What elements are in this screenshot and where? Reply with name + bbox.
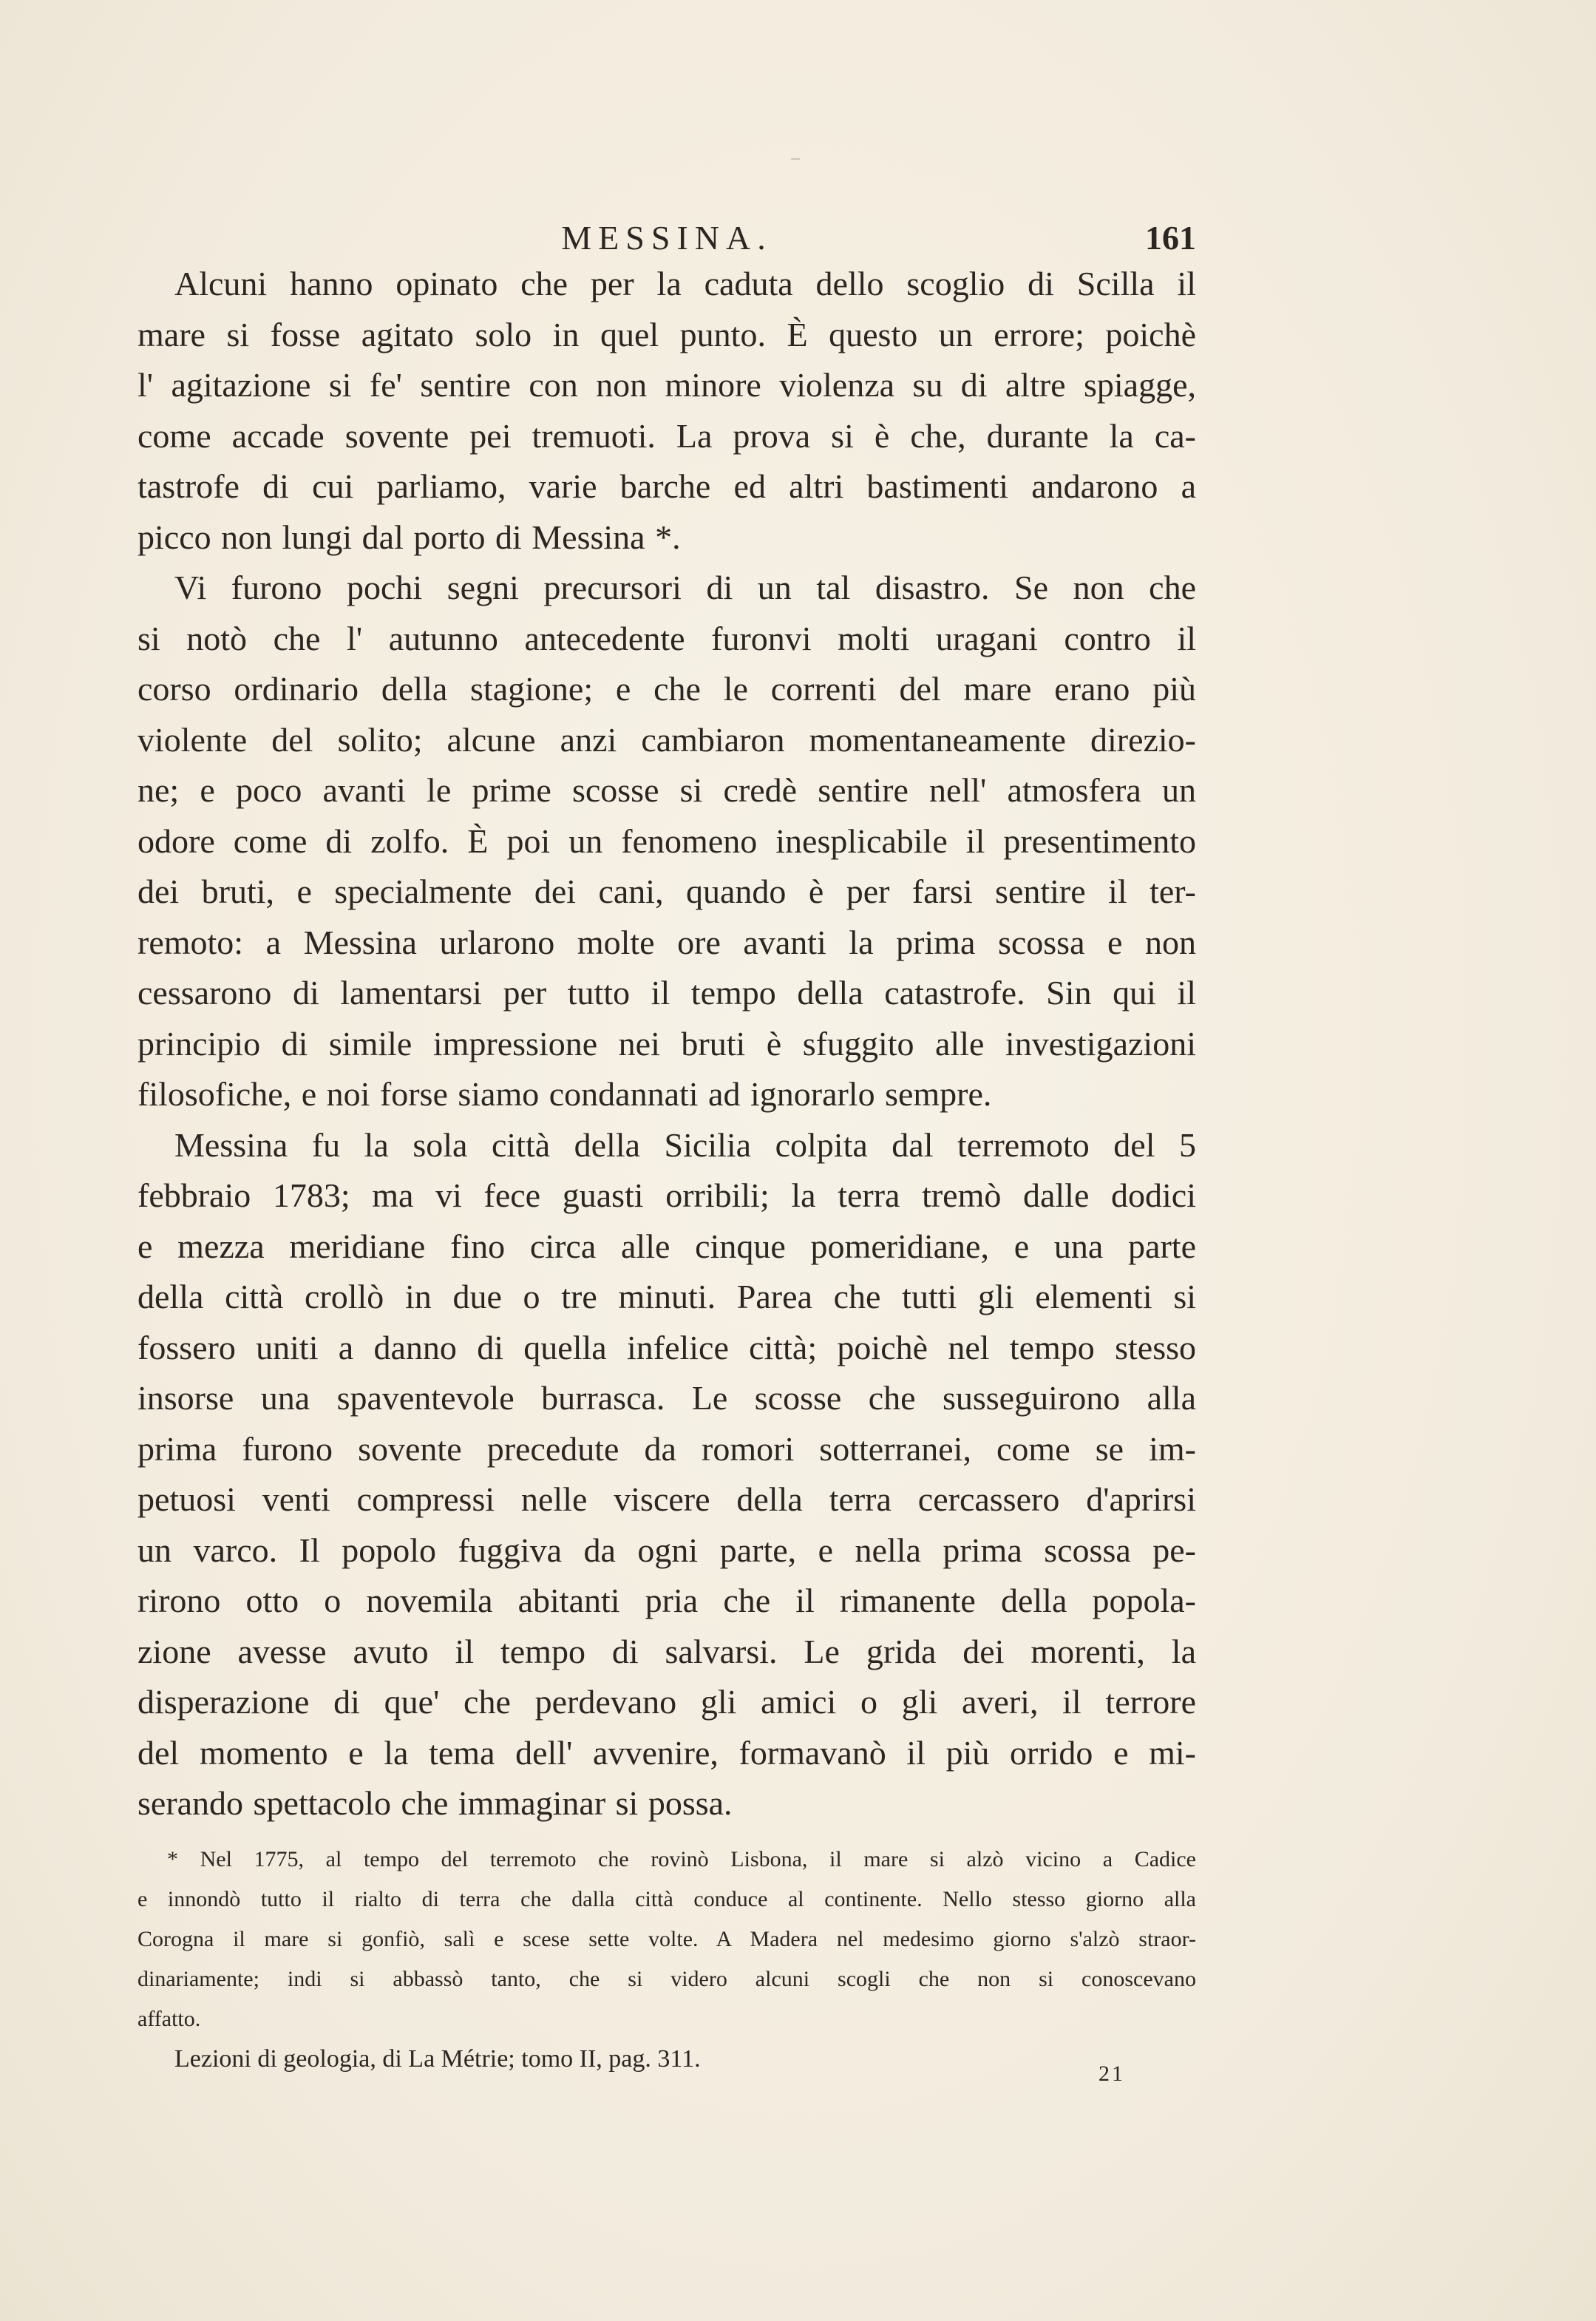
text-line: rirono otto o novemila abitanti pria che il rimanente della popola-	[137, 1582, 1196, 1619]
text-line: si notò che l' autunno antecedente furonvi molti uragani contro il	[137, 619, 1196, 657]
text-line: Vi furono pochi segni precursori di un tal disastro. Se non che	[174, 569, 1196, 606]
text-line: tastrofe di cui parliamo, varie barche ed altri bastimenti andarono a	[137, 467, 1196, 505]
text-line: corso ordinario della stagione; e che le correnti del mare erano più	[137, 670, 1196, 708]
signature-mark: 21	[1098, 2061, 1125, 2086]
page-number: 161	[1145, 219, 1196, 257]
text-line: ne; e poco avanti le prime scosse si credè sentire nell' atmosfera un	[137, 771, 1196, 809]
footnote-line: Corogna il mare si gonfiò, salì e scese sette volte. A Madera nel medesimo giorno s'alzò straor-	[137, 1927, 1196, 1951]
text-line: Alcuni hanno opinato che per la caduta dello scoglio di Scilla il	[174, 265, 1196, 302]
body-text	[137, 259, 1196, 1829]
text-line: serando spettacolo che immaginar si possa.	[137, 1784, 733, 1822]
footnote-line: e innondò tutto il rialto di terra che dalla città conduce al continente. Nello stesso giorno alla	[137, 1887, 1196, 1911]
text-line: zione avesse avuto il tempo di salvarsi. Le grida dei morenti, la	[137, 1632, 1196, 1670]
text-line: mare si fosse agitato solo in quel punto. È questo un errore; poichè	[137, 315, 1196, 353]
text-line: insorse una spaventevole burrasca. Le scosse che susseguirono alla	[137, 1379, 1196, 1417]
footnote-line: affatto.	[137, 2007, 201, 2031]
text-line: come accade sovente pei tremuoti. La prova si è che, durante la ca-	[137, 416, 1196, 455]
text-line: principio di simile impressione nei bruti è sfuggito alle investigazioni	[137, 1024, 1196, 1063]
text-line: fossero uniti a danno di quella infelice città; poichè nel tempo stesso	[137, 1328, 1196, 1366]
text-line: disperazione di que' che perdevano gli amici o gli averi, il terrore	[137, 1683, 1196, 1721]
text-line: remoto: a Messina urlarono molte ore avanti la prima scossa e non	[137, 923, 1196, 961]
text-line: Messina fu la sola città della Sicilia colpita dal terremoto del 5	[174, 1125, 1196, 1164]
text-line: del momento e la tema dell' avvenire, formavanò il più orrido e mi-	[137, 1733, 1196, 1772]
text-line: violente del solito; alcune anzi cambiaron momentaneamente direzio-	[137, 720, 1196, 759]
footnote-line: dinariamente; indi si abbassò tanto, che si videro alcuni scogli che non si conoscevano	[137, 1967, 1196, 1991]
footnote	[137, 1840, 1196, 2079]
text-line: odore come di zolfo. È poi un fenomeno inesplicabile il presentimento	[137, 821, 1196, 860]
running-title: MESSINA.	[561, 219, 772, 257]
footnote-citation: Lezioni di geologia, di La Métrie; tomo II, pag. 311.	[174, 2045, 701, 2073]
footnote-line: * Nel 1775, al tempo del terremoto che rovinò Lisbona, il mare si alzò vicino a Cadice	[167, 1847, 1196, 1871]
text-line: un varco. Il popolo fuggiva da ogni parte, e nella prima scossa pe-	[137, 1531, 1196, 1569]
text-line: petuosi venti compressi nelle viscere della terra cercassero d'aprirsi	[137, 1480, 1196, 1518]
text-line: filosofiche, e noi forse siamo condannati ad ignorarlo sempre.	[137, 1075, 992, 1113]
text-line: dei bruti, e specialmente dei cani, quando è per farsi sentire il ter-	[137, 873, 1196, 910]
page-mark	[791, 158, 800, 160]
text-line: picco non lungi dal porto di Messina *.	[137, 518, 681, 556]
text-line: febbraio 1783; ma vi fece guasti orribili; la terra tremò dalle dodici	[137, 1176, 1196, 1214]
text-line: cessarono di lamentarsi per tutto il tempo della catastrofe. Sin qui il	[137, 974, 1196, 1012]
text-line: l' agitazione si fe' sentire con non minore violenza su di altre spiagge,	[137, 366, 1196, 404]
text-line: della città crollò in due o tre minuti. Parea che tutti gli elementi si	[137, 1278, 1196, 1315]
text-line: prima furono sovente precedute da romori sotterranei, come se im-	[137, 1429, 1196, 1468]
text-line: e mezza meridiane fino circa alle cinque pomeridiane, e una parte	[137, 1227, 1196, 1265]
running-head	[137, 216, 1196, 260]
